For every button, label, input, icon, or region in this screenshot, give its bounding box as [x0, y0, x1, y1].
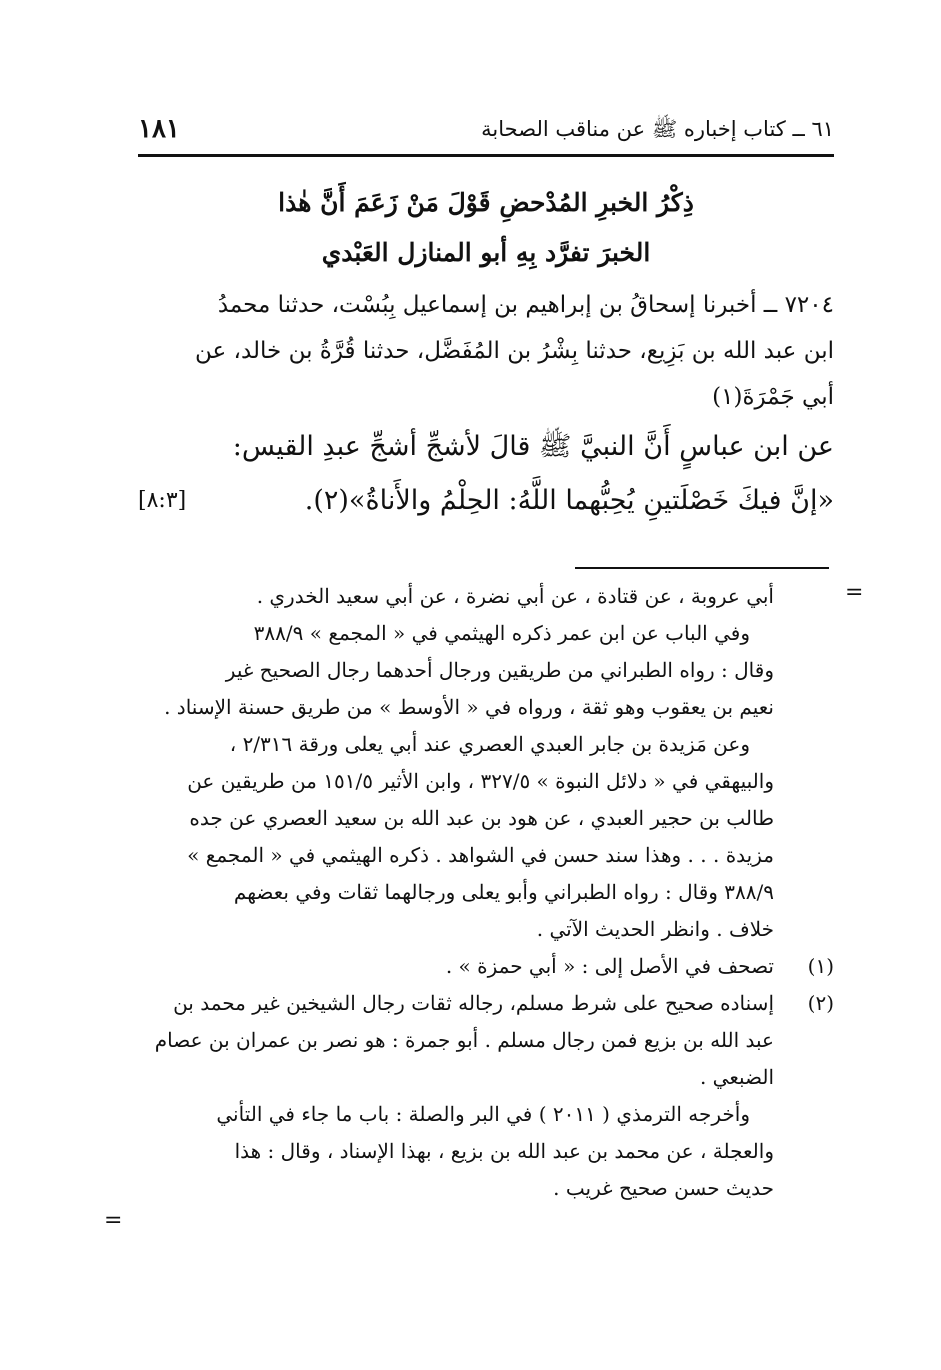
matn-line [138, 474, 834, 528]
section-title [138, 178, 834, 278]
chapter-title: ٦١ ــ كتاب إخباره ﷺ عن مناقب الصحابة [481, 117, 834, 141]
hadith-text [138, 282, 834, 528]
footnote-line: الضبعي . [699, 1065, 774, 1089]
footnote-number: (٢) [807, 991, 834, 1015]
running-header [138, 112, 834, 152]
continued-note-line: أبي عروبة ، عن قتادة ، عن أبي نضرة ، عن أبي سعيد الخدري . [256, 584, 774, 608]
footnote-line: إسناده صحيح على شرط مسلم، رجاله ثقات رجال الشيخين غير محمد بن [173, 991, 774, 1015]
footnote-text [155, 985, 774, 1096]
continued-note-line: وعن مَزيدة بن جابر العبدي العصري عند أبي يعلى ورقة ٢/٣١٦ ، [229, 732, 750, 756]
footnote-line: عبد الله بن بزيع فمن رجال مسلم . أبو جمرة : هو نصر بن عمران بن عصام [154, 1028, 774, 1052]
footnote-2-continuation-line: والعجلة ، عن محمد بن عبد الله بن بزيع ، بهذا الإسناد ، وقال : هذا [234, 1139, 774, 1163]
section-title-line-1: ذِكْرُ الخبرِ المُدْحضِ قَوْلَ مَنْ زَعَمَ أَنَّ هٰذا [278, 188, 694, 217]
continued-note-line: ٣٨٨/٩ وقال : رواه الطبراني وأبو يعلى ورجالهما ثقات وفي بعضهم [233, 880, 774, 904]
footnote-line: تصحف في الأصل إلى : « أبي حمزة » . [445, 954, 774, 978]
continued-note-line: نعيم بن يعقوب وهو ثقة ، ورواه في « الأوسط » من طريق حسنة الإسناد . [164, 695, 774, 719]
footnote-2-continuation-line: حديث حسن صحيح غريب . [553, 1176, 774, 1200]
matn-line [138, 420, 834, 474]
footnotes [130, 578, 834, 1207]
matn-text: عن ابن عباسٍ أَنَّ النبيَّ ﷺ قالَ لأشجِّ أشجِّ عبدِ القيس: [232, 431, 834, 462]
continuation-mark-top: = [845, 580, 864, 605]
isnad-line: ٧٢٠٤ ــ أخبرنا إسحاقُ بن إبراهيم بن إسماعيل بِبُسْت، حدثنا محمدُ [217, 292, 834, 318]
continued-note-line: والبيهقي في « دلائل النبوة » ٣٢٧/٥ ، وابن الأثير ١٥١/٥ من طريقين عن [187, 769, 774, 793]
section-title-line-2: الخبرَ تفرَّد بِهِ أبو المنازل العَبْدي [321, 238, 651, 267]
continuation-mark-bottom: = [104, 1208, 123, 1233]
isnad-line: أبي جَمْرَةَ(١) [712, 384, 834, 410]
footnote-2 [130, 985, 834, 1096]
footnote-1 [130, 948, 834, 985]
continued-note-line: وقال : رواه الطبراني من طريقين ورجال أحدهما رجال الصحيح غير [225, 658, 774, 682]
isnad-line: ابن عبد الله بن بَزِيع، حدثنا بِشْرُ بن المُفَضَّل، حدثنا قُرَّةُ بن خالد، عن [194, 338, 834, 364]
header-rule [138, 154, 834, 157]
continued-note-line: طالب بن حجير العبدي ، عن هود بن عبد الله بن سعيد العصري عن جده [189, 806, 774, 830]
page-number: ١٨١ [138, 114, 180, 144]
footnote-separator [575, 567, 829, 569]
footnote-text [446, 948, 774, 985]
footnote-number: (١) [807, 954, 834, 978]
continued-note-line: مزيدة . . . وهذا سند حسن في الشواهد . ذكره الهيثمي في « المجمع » [187, 843, 774, 867]
hadith-reference: [٨:٣] [138, 488, 187, 513]
matn-text: «إنَّ فيكَ خَصْلَتينِ يُحِبُّهما اللَّهُ: الحِلْمُ والأَناةُ»(٢). [304, 485, 834, 516]
continued-note-line: خلاف . وانظر الحديث الآتي . [536, 917, 774, 941]
footnote-2-continuation-line: وأخرجه الترمذي ( ٢٠١١ ) في البر والصلة : باب ما جاء في التأني [216, 1102, 750, 1126]
continued-note-line: وفي الباب عن ابن عمر ذكره الهيثمي في « المجمع » ٣٨٨/٩ [253, 621, 750, 645]
